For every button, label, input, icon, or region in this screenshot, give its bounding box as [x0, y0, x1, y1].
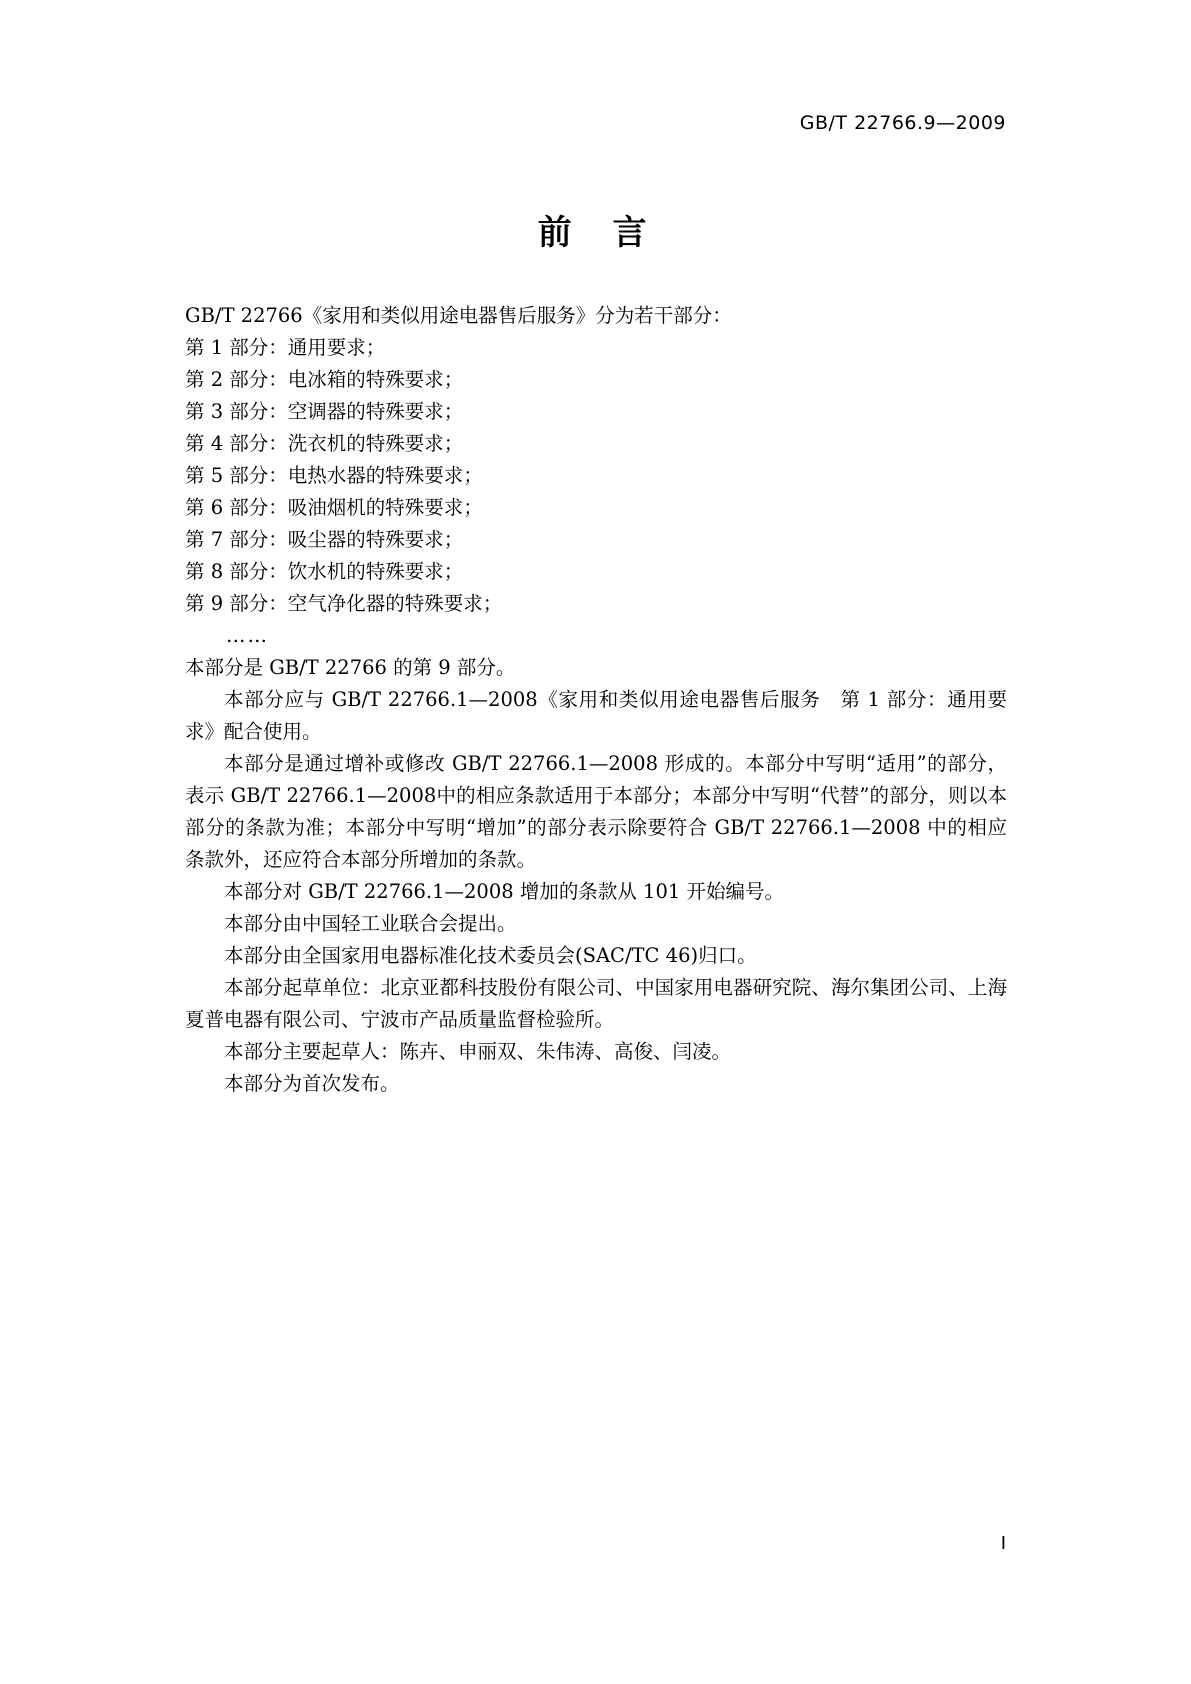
title-char-2: 言	[612, 213, 654, 253]
foreword-paragraph-8: 本部分主要起草人：陈卉、申丽双、朱伟涛、高俊、闫凌。	[224, 1040, 732, 1063]
part-item-6: 第 6 部分：吸油烟机的特殊要求；	[185, 496, 483, 519]
foreword-body	[185, 300, 1007, 1100]
foreword-paragraph-6: 本部分由全国家用电器标准化技术委员会(SAC/TC 46)归口。	[224, 944, 757, 967]
part-item-8: 第 8 部分：饮水机的特殊要求；	[185, 560, 464, 583]
part-item-2: 第 2 部分：电冰箱的特殊要求；	[185, 368, 464, 391]
page-title	[0, 205, 1191, 254]
title-char-1: 前	[537, 213, 579, 253]
foreword-intro: GB/T 22766《家用和类似用途电器售后服务》分为若干部分：	[185, 304, 732, 327]
foreword-paragraph-5: 本部分由中国轻工业联合会提出。	[224, 912, 517, 935]
foreword-paragraph-3: 本部分是通过增补或修改 GB/T 22766.1—2008 形成的。本部分中写明“适用”的部分，表示 GB/T 22766.1—2008中的相应条款适用于本部分；本部分中写明“代替”的部分，则以本部分的条款为准；本部分中写明“增加”的部分表示除要符合 GB/T 22766.1—2008 中的相应条款外，还应符合本部分所增加的条款。	[185, 752, 1007, 871]
foreword-paragraph-9: 本部分为首次发布。	[224, 1072, 400, 1095]
foreword-paragraph-2: 本部分应与 GB/T 22766.1—2008《家用和类似用途电器售后服务 第 1 部分：通用要求》配合使用。	[185, 688, 1007, 743]
part-item-5: 第 5 部分：电热水器的特殊要求；	[185, 464, 483, 487]
page-number: I	[1000, 1533, 1006, 1554]
part-item-3: 第 3 部分：空调器的特殊要求；	[185, 400, 464, 423]
part-item-1: 第 1 部分：通用要求；	[185, 336, 386, 359]
part-item-9: 第 9 部分：空气净化器的特殊要求；	[185, 592, 503, 615]
foreword-paragraph-4: 本部分对 GB/T 22766.1—2008 增加的条款从 101 开始编号。	[224, 880, 784, 903]
foreword-paragraph-7: 本部分起草单位：北京亚都科技股份有限公司、中国家用电器研究院、海尔集团公司、上海夏普电器有限公司、宁波市产品质量监督检验所。	[185, 976, 1007, 1031]
standard-code-header: GB/T 22766.9—2009	[799, 112, 1006, 134]
part-item-7: 第 7 部分：吸尘器的特殊要求；	[185, 528, 464, 551]
part-item-4: 第 4 部分：洗衣机的特殊要求；	[185, 432, 464, 455]
parts-ellipsis: ……	[226, 624, 269, 647]
foreword-paragraph-1: 本部分是 GB/T 22766 的第 9 部分。	[185, 656, 516, 679]
